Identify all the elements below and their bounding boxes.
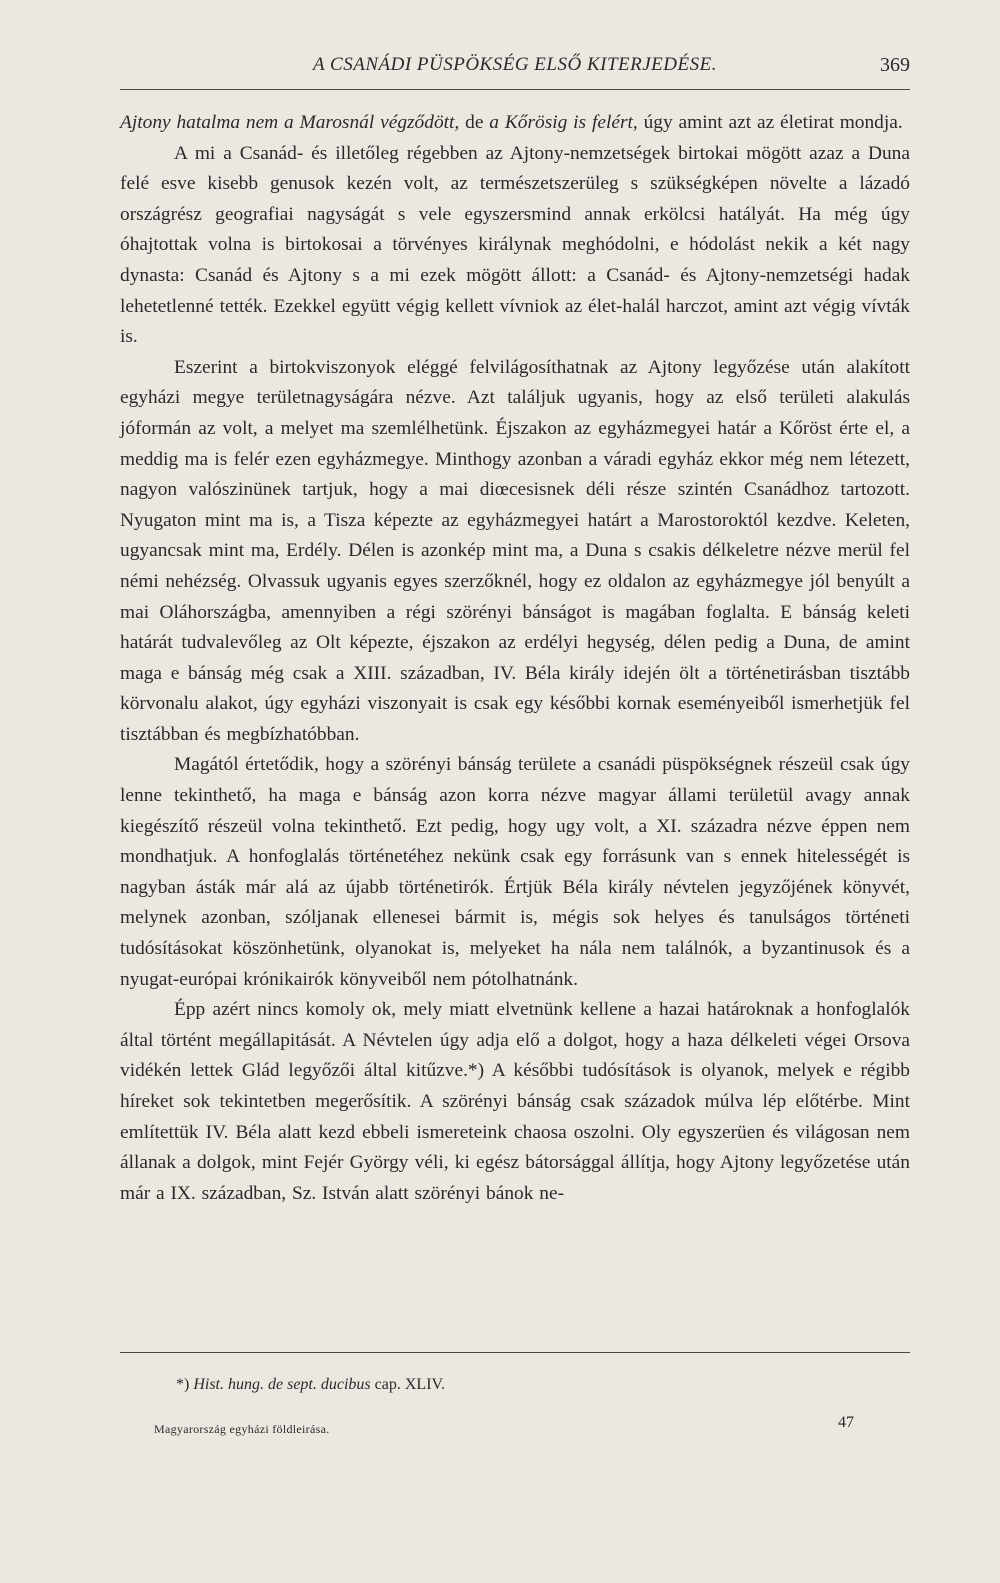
running-head bbox=[120, 50, 910, 80]
signature-mark: 47 bbox=[838, 1414, 854, 1431]
footnote-source: Hist. hung. de sept. ducibus bbox=[193, 1376, 371, 1393]
paragraph-4: Magától értetődik, hogy a szörényi bánság területe a csanádi püspökségnek részeül csak úgy lenne tekinthető, ha maga e bánság azon korra nézve magyar állami területül avagy annak kiegészítő részeül volna tekinthető. Ezt pedig, hogy ugy volt, a XI. századra nézve éppen nem mondhatjuk. A honfoglalás történetéhez nekünk csak egy forrásunk van s ennek hitelességét is nagyban ásták már alá az újabb történetirók. Értjük Béla király névtelen jegyzőjének könyvét, melynek azonban, szóljanak ellenesei bármit is, mégis sok helyes és tanulságos történeti tudósításokat köszönhetünk, olyanokat is, melyeket ha nála nem találnók, a byzantinusok és a nyugat-európai krónikairók könyveiből nem pótolhatnánk. bbox=[120, 754, 910, 990]
paragraph-2: A mi a Csanád- és illetőleg régebben az Ajtony-nemzetségek birtokai mögött azaz a Duna felé esve kisebb genusok kezén volt, az természetszerüleg s szükségképen növelte a lázadó országrész geografiai nagyságát s vele egyszersmind annak erkölcsi hatályát. Ha még úgy óhajtottak volna is birtokosai a törvényes királynak meghódolni, e hódolást nekik a két nagy dynasta: Csanád és Ajtony s a mi ezek mögött állott: a Csanád- és Ajtony-nemzetségi hadak lehetetlenné tették. Ezekkel együtt végig kellett vívniok az élet-halál harczot, amint azt végig vívták is. bbox=[120, 142, 910, 348]
paragraph-3: Eszerint a birtokviszonyok eléggé felvilágosíthatnak az Ajtony legyőzése után alakított egyházi megye területnagyságára nézve. Azt találjuk ugyanis, hogy az első területi alakulás jóformán az volt, a melyet ma szemlélhetünk. Éjszakon az egyházmegyei határ a Kőröst érte el, a meddig ma is felér ezen egyházmegye. Minthogy azonban a váradi egyház ekkor még nem létezett, nagyon valószinünek tartjuk, hogy a mai diœcesisnek déli része szintén Csanádhoz tartozott. Nyugaton mint ma is, a Tisza képezte az egyházmegyei határt a Marostoroktól kezdve. Keleten, ugyancsak mint ma, Erdély. Délen is azonkép mint ma, a Duna s csakis délkeletre nézve merül fel némi nehézség. Olvassuk ugyanis egyes szerzőknél, hogy ez oldalon az egyházmegye jól benyúlt a mai Oláhországba, amennyiben a régi szörényi bánságot is magában foglalta. E bánság keleti határát tudvalevőleg az Olt képezte, éjszakon az erdélyi hegység, délen pedig a Duna, de amint maga e bánság még csak a XIII. században, IV. Béla király idején ölt a történetirásban tisztább körvonalu alakot, úgy egyházi viszonyait is csak egy későbbi kornak eseményeiből ismerhetjük fel tisztábban és megbízhatóbban. bbox=[120, 356, 910, 745]
footnote-marker: *) bbox=[176, 1376, 194, 1393]
running-title: A CSANÁDI PÜSPÖKSÉG ELSŐ KITERJEDÉSE. bbox=[313, 54, 717, 75]
paragraph-1-italic-b: a Kőrösig is felért, bbox=[489, 112, 638, 133]
imprint-line: Magyarország egyházi földleirása. bbox=[154, 1422, 330, 1436]
paragraph-5: Épp azért nincs komoly ok, mely miatt elvetnünk kellene a hazai határoknak a honfoglalók által történt megállapitását. A Névtelen úgy adja elő a dolgot, hogy a haza délkeleti végei Orsova vidékén lettek Glád legyőzői által kitűzve.*) A későbbi tudósítások is olyanok, melyek e régibb híreket sok tekintetben megerősítik. A szörényi bánság csak századok múlva lép előtérbe. Mint említettük IV. Béla alatt kezd ebbeli ismereteink chaosa oszolni. Oly egyszerüen és világosan nem állanak a dolgok, mint Fejér György véli, ki egész bátorsággal állítja, hogy Ajtony legyőzetése után már a IX. században, Sz. István alatt szörényi bánok ne- bbox=[120, 999, 910, 1204]
footnote-rule bbox=[120, 1352, 910, 1353]
paragraph-1-italic-a: Ajtony hatalma nem a Marosnál végződött, bbox=[120, 112, 460, 133]
body-text bbox=[120, 108, 910, 1209]
paragraph-1-mid: de bbox=[459, 112, 490, 133]
page-number: 369 bbox=[880, 54, 910, 76]
header-rule bbox=[120, 89, 910, 90]
footnote-rest: cap. XLIV. bbox=[370, 1376, 446, 1393]
paragraph-1 bbox=[120, 108, 910, 139]
paragraph-1-rest: úgy amint azt az életirat mondja. bbox=[637, 112, 903, 133]
footnote bbox=[176, 1376, 445, 1394]
